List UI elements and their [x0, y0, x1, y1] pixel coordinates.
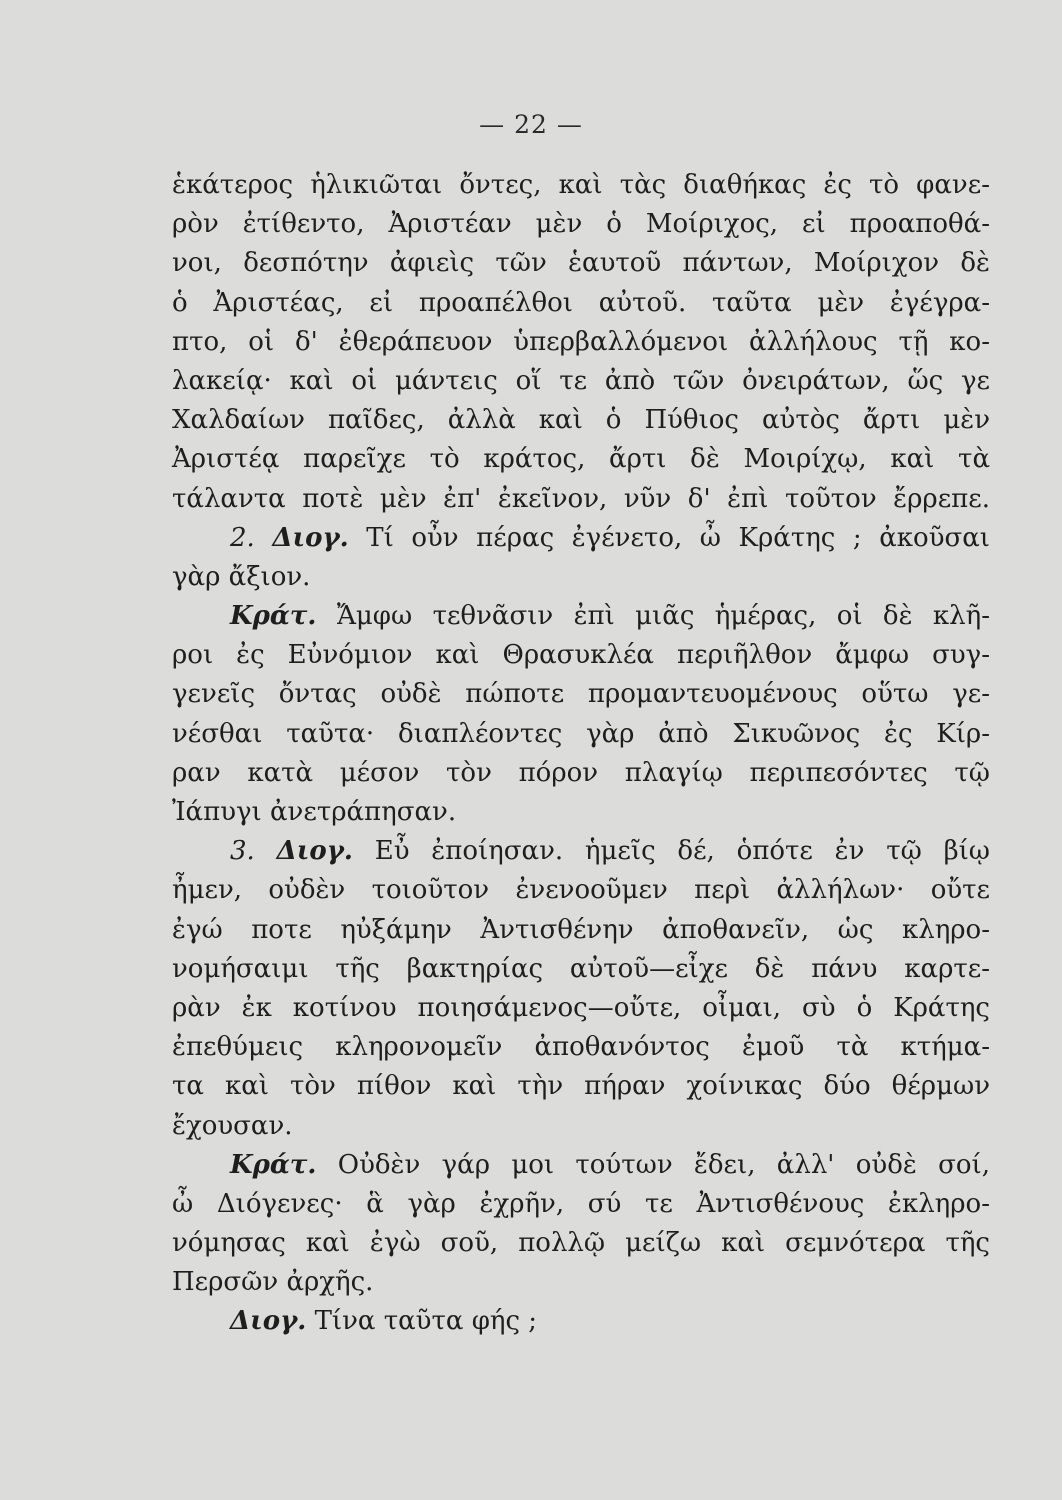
line-text: νέσθαι ταῦτα· διαπλέοντες γὰρ ἀπὸ Σικυῶνος ἐς Κίρ-: [172, 718, 990, 749]
section-number: 3.: [230, 836, 277, 867]
line-text: τα καὶ τὸν πίθον καὶ τὴν πήραν χοίνικας δύο θέρμων: [172, 1071, 990, 1102]
text-line: [172, 1224, 990, 1263]
line-text: ἦμεν, οὐδὲν τοιοῦτον ἐνενοοῦμεν περὶ ἀλλήλων· οὔτε: [172, 875, 990, 906]
section-number: 2.: [230, 522, 273, 553]
line-text: νόμησας καὶ ἐγὼ σοῦ, πολλῷ μείζω καὶ σεμνότερα τῆς: [172, 1228, 990, 1259]
text-line: [172, 871, 990, 910]
line-text: ἔχουσαν.: [172, 1110, 293, 1141]
line-text: ρὰν ἐκ κοτίνου ποιησάμενος—οὔτε, οἶμαι, σὺ ὁ Κράτης: [172, 992, 990, 1023]
line-text: Χαλδαίων παῖδες, ἀλλὰ καὶ ὁ Πύθιος αὐτὸς ἄρτι μὲν: [172, 405, 990, 436]
line-text: γενεῖς ὄντας οὐδὲ πώποτε προμαντευομένους οὕτω γε-: [172, 679, 990, 710]
line-text: τάλαντα ποτὲ μὲν ἐπ' ἐκεῖνον, νῦν δ' ἐπὶ τοῦτον ἔρρεπε.: [172, 483, 990, 514]
text-line: [172, 558, 990, 597]
text-line: [172, 1067, 990, 1106]
speaker-name: Κράτ.: [230, 1149, 317, 1180]
line-text: ἑκάτερος ἡλικιῶται ὄντες, καὶ τὰς διαθήκας ἐς τὸ φανε-: [172, 170, 990, 200]
line-text: Περσῶν ἀρχῆς.: [172, 1267, 374, 1298]
text-line: [172, 519, 990, 558]
text-line: [172, 1263, 990, 1302]
line-text: Τίνα ταῦτα φής ;: [314, 1306, 538, 1337]
speaker-name: Διογ.: [276, 836, 353, 867]
text-line: [172, 1302, 990, 1341]
line-text: Εὖ ἐποίησαν. ἡμεῖς δέ, ὁπότε ἐν τῷ βίῳ: [374, 836, 990, 867]
text-line: [172, 754, 990, 793]
line-text: νοι, δεσπότην ἀφιεὶς τῶν ἑαυτοῦ πάντων, Μοίριχον δὲ: [172, 248, 990, 279]
text-line: [172, 244, 990, 283]
speaker-name: Διογ.: [230, 1306, 307, 1337]
text-line: [172, 1028, 990, 1067]
line-text: λακείᾳ· καὶ οἱ μάντεις οἵ τε ἀπὸ τῶν ὀνειράτων, ὥς γε: [172, 365, 990, 396]
text-line: [172, 362, 990, 401]
text-line: [172, 323, 990, 362]
text-line: [172, 401, 990, 440]
line-text: Οὐδὲν γάρ μοι τούτων ἔδει, ἀλλ' οὐδὲ σοί,: [337, 1149, 991, 1180]
line-text: ἐγώ ποτε ηὐξάμην Ἀντισθένην ἀποθανεῖν, ὡς κληρο-: [172, 914, 990, 945]
line-text: ἐπεθύμεις κληρονομεῖν ἀποθανόντος ἐμοῦ τὰ κτήμα-: [172, 1032, 990, 1063]
line-text: πτο, οἱ δ' ἐθεράπευον ὑπερβαλλόμενοι ἀλλήλους τῇ κο-: [172, 326, 990, 357]
line-text: γὰρ ἄξιον.: [172, 561, 311, 592]
text-line: [172, 715, 990, 754]
text-line: [172, 636, 990, 675]
line-text: ροι ἐς Εὐνόμιον καὶ Θρασυκλέα περιῆλθον ἄμφω συγ-: [172, 640, 990, 671]
line-text: ραν κατὰ μέσον τὸν πόρον πλαγίῳ περιπεσόντες τῷ: [172, 757, 990, 788]
text-line: [172, 205, 990, 244]
line-text: ρὸν ἐτίθεντο, Ἀριστέαν μὲν ὁ Μοίριχος, εἰ προαποθά-: [172, 209, 990, 240]
line-text: Τί οὖν πέρας ἐγένετο, ὦ Κράτης ; ἀκοῦσαι: [366, 522, 990, 553]
line-text: Ἰάπυγι ἀνετράπησαν.: [172, 797, 457, 827]
line-text: Ἀριστέᾳ παρεῖχε τὸ κράτος, ἄρτι δὲ Μοιρίχῳ, καὶ τὰ: [172, 444, 990, 475]
text-line: [172, 1146, 990, 1185]
text-line: [172, 1107, 990, 1146]
text-line: [172, 1185, 990, 1224]
text-line: [172, 675, 990, 714]
text-line: [172, 911, 990, 950]
page-number: — 22 —: [479, 110, 583, 139]
text-line: [172, 950, 990, 989]
speaker-name: Διογ.: [272, 522, 349, 553]
text-line: [172, 166, 990, 205]
body-text: [172, 166, 990, 1342]
speaker-name: Κράτ.: [230, 601, 317, 632]
text-line: [172, 597, 990, 636]
text-line: [172, 832, 990, 871]
line-text: ὦ Διόγενες· ἃ γὰρ ἐχρῆν, σύ τε Ἀντισθένους ἐκληρο-: [172, 1188, 990, 1219]
text-line: [172, 989, 990, 1028]
text-line: [172, 440, 990, 479]
line-text: ὁ Ἀριστέας, εἰ προαπέλθοι αὐτοῦ. ταῦτα μὲν ἐγέγρα-: [172, 287, 990, 318]
text-line: [172, 480, 990, 519]
text-line: [172, 284, 990, 323]
line-text: Ἄμφω τεθνᾶσιν ἐπὶ μιᾶς ἡμέρας, οἱ δὲ κλῆ-: [336, 601, 990, 632]
text-line: [172, 793, 990, 832]
line-text: νομήσαιμι τῆς βακτηρίας αὐτοῦ—εἶχε δὲ πάνυ καρτε-: [172, 953, 990, 984]
